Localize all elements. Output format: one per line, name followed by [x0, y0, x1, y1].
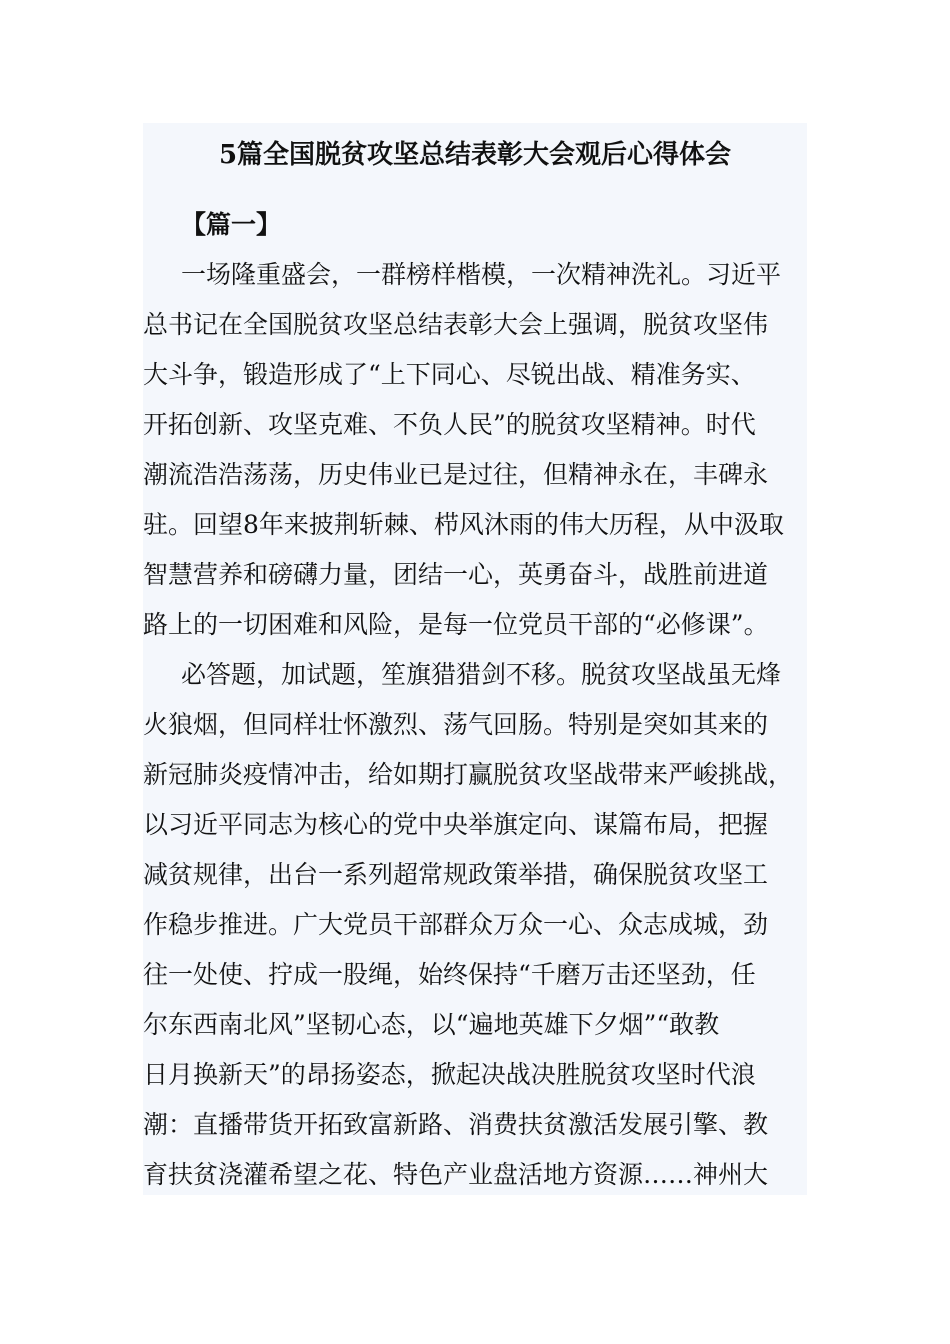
paragraph-line: 育扶贫浇灌希望之花、特色产业盘活地方资源……神州大	[143, 1160, 769, 1189]
paragraph-line: 驻。回望8年来披荆斩棘、栉风沐雨的伟大历程，从中汲取	[143, 510, 784, 539]
paragraph-line: 大斗争，锻造形成了“上下同心、尽锐出战、精准务实、	[143, 360, 756, 389]
paragraph-line: 总书记在全国脱贫攻坚总结表彰大会上强调，脱贫攻坚伟	[143, 310, 769, 339]
section-heading: 【篇一】	[181, 210, 282, 239]
paragraph-line: 日月换新天”的昂扬姿态，掀起决战决胜脱贫攻坚时代浪	[143, 1060, 756, 1089]
paragraph-line: 新冠肺炎疫情冲击，给如期打赢脱贫攻坚战带来严峻挑战，	[143, 760, 794, 789]
paragraph-line: 潮：直播带货开拓致富新路、消费扶贫激活发展引擎、教	[143, 1110, 769, 1139]
paragraph-line: 往一处使、拧成一股绳，始终保持“千磨万击还坚劲，任	[143, 960, 756, 989]
document-title: 5篇全国脱贫攻坚总结表彰大会观后心得体会	[218, 140, 732, 170]
paragraph-line: 智慧营养和磅礴力量，团结一心，英勇奋斗，战胜前进道	[143, 560, 769, 589]
paragraph-line: 作稳步推进。广大党员干部群众万众一心、众志成城，劲	[143, 910, 769, 939]
paragraph-line: 必答题，加试题，笙旗猎猎剑不移。脱贫攻坚战虽无烽	[181, 660, 782, 689]
paragraph-line: 潮流浩浩荡荡，历史伟业已是过往，但精神永在，丰碑永	[143, 460, 769, 489]
paragraph-line: 开拓创新、攻坚克难、不负人民”的脱贫攻坚精神。时代	[143, 410, 756, 439]
paragraph-line: 火狼烟，但同样壮怀激烈、荡气回肠。特别是突如其来的	[143, 710, 769, 739]
paragraph-line: 尔东西南北风”坚韧心态，以“遍地英雄下夕烟”“敢教	[143, 1010, 720, 1039]
paragraph-line: 减贫规律，出台一系列超常规政策举措，确保脱贫攻坚工	[143, 860, 769, 889]
document-text-block	[143, 123, 807, 1195]
paragraph-line: 路上的一切困难和风险，是每一位党员干部的“必修课”。	[143, 610, 769, 639]
paragraph-line: 一场隆重盛会，一群榜样楷模，一次精神洗礼。习近平	[181, 260, 782, 289]
paragraph-line: 以习近平同志为核心的党中央举旗定向、谋篇布局，把握	[143, 810, 769, 839]
